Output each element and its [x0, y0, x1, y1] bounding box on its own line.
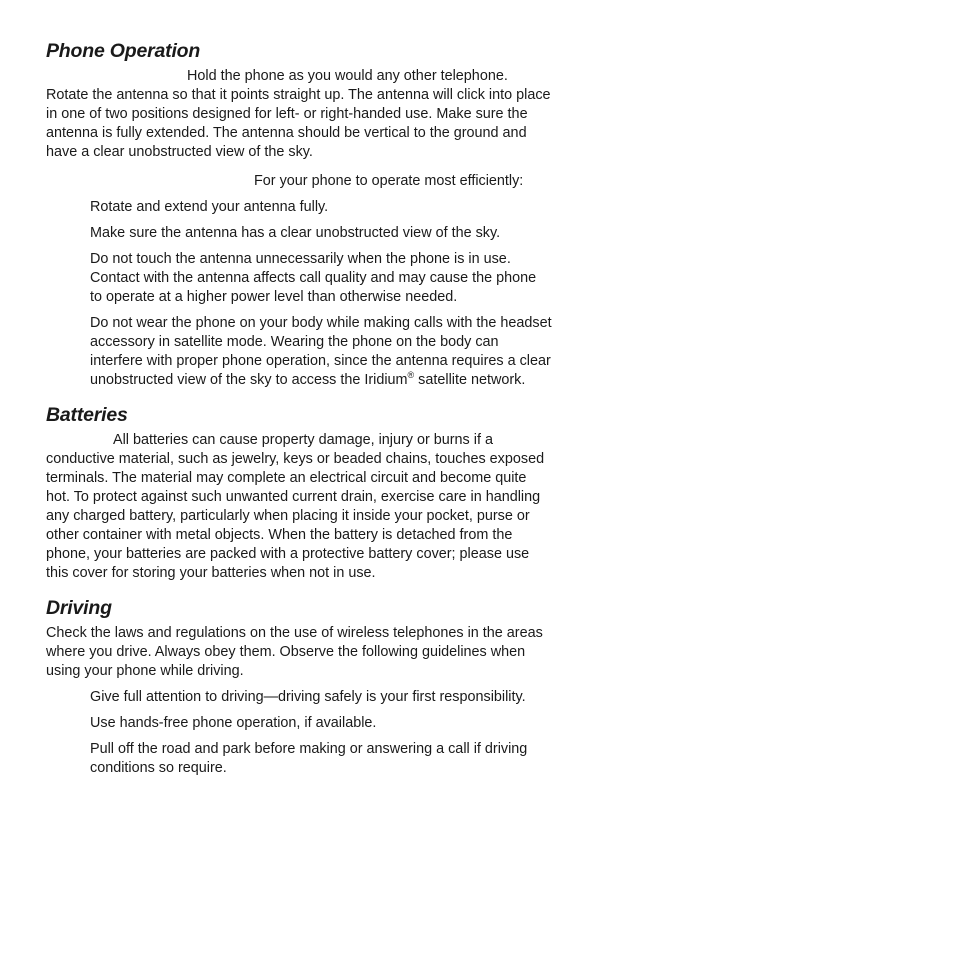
document-page — [46, 38, 552, 785]
driving-intro: Check the laws and regulations on the use of wireless telephones in the areas where you drive. Always obey them. Observe the following guidelines when using your phone while driving. — [46, 625, 543, 679]
list-item-text: Do not wear the phone on your body while making calls with the headset accessory in satellite mode. Wearing the phone on the body can interfere with proper phone operation, since the antenna requires a clear unobstructed view of the sky to access the Iridium — [90, 315, 552, 388]
section-batteries — [46, 402, 552, 583]
list-item: Give full attention to driving—driving safely is your first responsibility. — [90, 689, 526, 705]
list-item: Make sure the antenna has a clear unobstructed view of the sky. — [90, 225, 501, 241]
section-driving — [46, 595, 552, 778]
heading-batteries: Batteries — [46, 404, 128, 426]
driving-list — [90, 688, 552, 778]
registered-mark: ® — [407, 370, 415, 380]
list-item — [90, 314, 552, 390]
section-phone-operation — [46, 38, 552, 390]
list-item: Rotate and extend your antenna fully. — [90, 199, 329, 215]
heading-phone-operation: Phone Operation — [46, 40, 201, 62]
batteries-text: All batteries can cause property damage, injury or burns if a conductive material, such as jewelry, keys or beaded chains, touches exposed terminals. The material may complete an electrical circuit and become quite hot. To protect against such unwanted current drain, exercise care in handling any charged battery, particularly when placing it inside your pocket, purse or other container with metal objects. When the battery is detached from the phone, your batteries are packed with a protective battery cover; please use this cover for storing your batteries when not in use. — [46, 432, 545, 581]
heading-driving: Driving — [46, 597, 112, 619]
list-item: Pull off the road and park before making or answering a call if driving conditions so require. — [90, 741, 528, 776]
efficiency-lead: For your phone to operate most efficiently: — [254, 173, 524, 189]
list-item: Do not touch the antenna unnecessarily when the phone is in use. Contact with the antenna affects call quality and may cause the phone to operate at a higher power level than otherwise needed. — [90, 251, 537, 305]
efficiency-list — [90, 198, 552, 390]
list-item-text-end: satellite network. — [414, 372, 526, 388]
list-item: Use hands-free phone operation, if available. — [90, 715, 377, 731]
phone-operation-intro: Hold the phone as you would any other telephone. Rotate the antenna so that it points straight up. The antenna will click into place in one of two positions designed for left- or right-handed use. Make sure the antenna is fully extended. The antenna should be vertical to the ground and have a clear unobstructed view of the sky. — [46, 68, 551, 160]
